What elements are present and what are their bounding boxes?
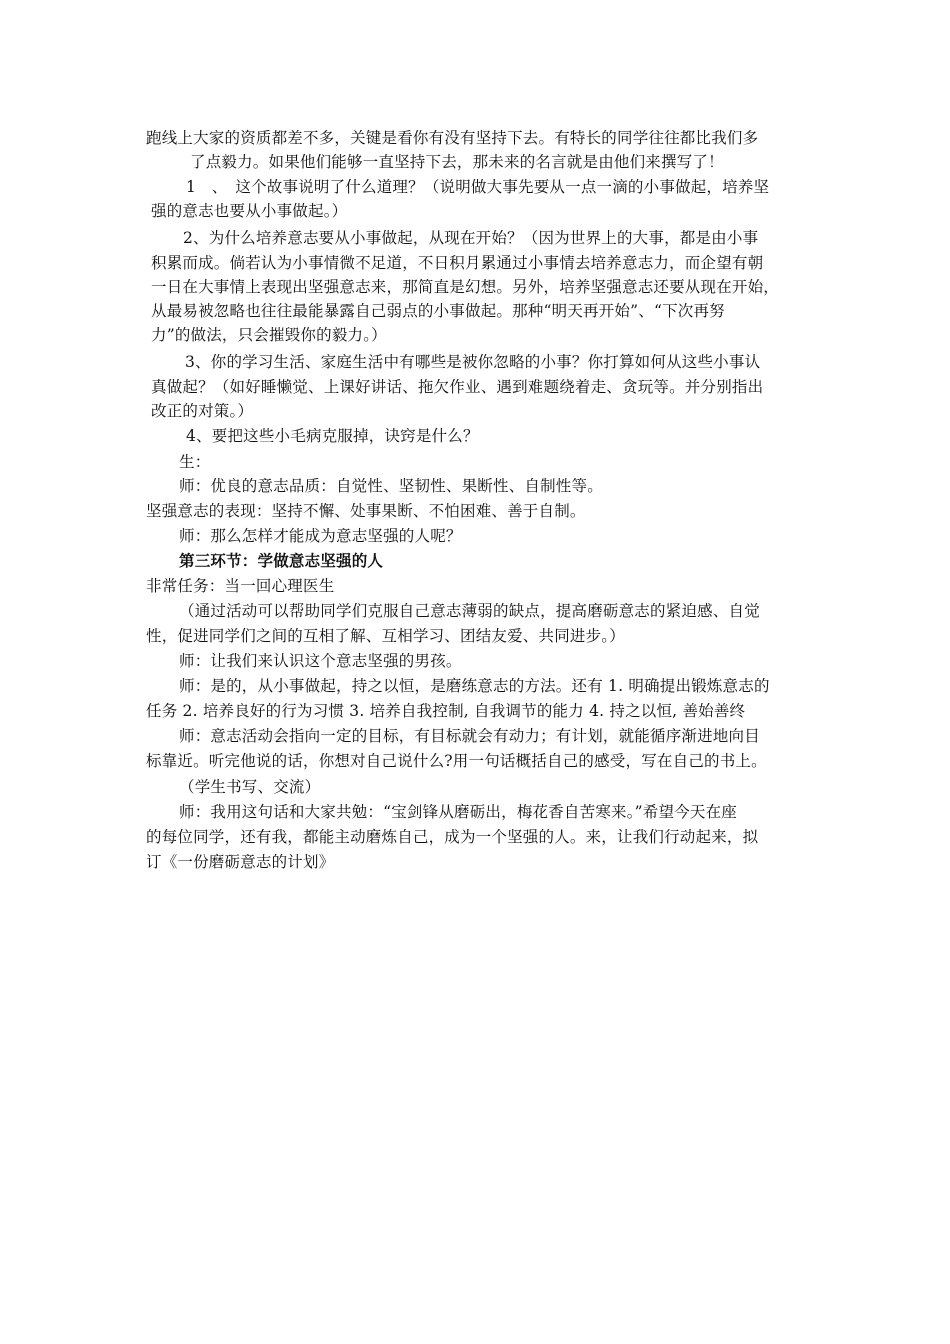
text-line: 真做起？（如好睡懒觉、上课好讲话、拖欠作业、遇到难题绕着走、贪玩等。并分别指出	[151, 378, 764, 396]
text-line: 师：那么怎样才能成为意志坚强的人呢？	[179, 527, 462, 545]
text-line: 强的意志也要从小事做起。）	[151, 202, 348, 220]
text-line: 了点毅力。如果他们能够一直坚持下去，那未来的名言就是由他们来撰写了！	[190, 153, 724, 171]
text-line: （学生书写、交流）	[179, 778, 321, 796]
text-line: 性，促进同学们之间的互相了解、互相学习、团结友爱、共同进步。）	[146, 627, 625, 645]
text-line: 2、为什么培养意志要从小事做起，从现在开始？（因为世界上的大事，都是由小事	[183, 229, 759, 247]
text-line: 改正的对策。）	[151, 402, 254, 420]
text-line: 师：优良的意志品质：自觉性、坚韧性、果断性、自制性等。	[179, 477, 603, 495]
text-line: 的每位同学，还有我，都能主动磨炼自己，成为一个坚强的人。来，让我们行动起来，拟	[146, 828, 759, 846]
text-line: 师：让我们来认识这个意志坚强的男孩。	[179, 652, 462, 670]
text-line: 3、你的学习生活、家庭生活中有哪些是被你忽略的小事？你打算如何从这些小事认	[185, 353, 761, 371]
text-line: 任务 2. 培养良好的行为习惯 3. 培养自我控制, 自我调节的能力 4. 持之以恒, 善始善终	[146, 702, 746, 720]
text-line: 师：我用这句话和大家共勉：“宝剑锋从磨砺出，梅花香自苦寒来。”希望今天在座	[179, 803, 738, 821]
text-line: 生：	[179, 453, 211, 471]
text-line: 非常任务：当一回心理医生	[146, 577, 335, 595]
section-heading: 第三环节：学做意志坚强的人	[179, 551, 384, 570]
text-line: 力”的做法，只会摧毁你的毅力。）	[151, 326, 387, 344]
text-line: 积累而成。倘若认为小事情微不足道，不日积月累通过小事情去培养意志力，而企望有朝	[151, 254, 764, 272]
text-line: 坚强意志的表现：坚持不懈、处事果断、不怕困难、善于自制。	[146, 502, 586, 520]
text-line: 师：是的，从小事做起，持之以恒，是磨练意志的方法。还有 1. 明确提出锻炼意志的	[179, 677, 770, 695]
text-line: 标靠近。听完他说的话，你想对自己说什么?用一句话概括自己的感受，写在自己的书上。	[146, 752, 767, 770]
text-line: 一日在大事情上表现出坚强意志来，那简直是幻想。另外，培养坚强意志还要从现在开始，	[151, 278, 780, 296]
text-line: 从最易被忽略也往往最能暴露自己弱点的小事做起。那种“明天再开始”、“下次再努	[151, 302, 725, 320]
text-line: 师：意志活动会指向一定的目标，有目标就会有动力；有计划，就能循序渐进地向目	[179, 727, 760, 745]
text-line: 1 、 这个故事说明了什么道理？（说明做大事先要从一点一滴的小事做起，培养坚	[186, 178, 770, 196]
text-line: 订《一份磨砺意志的计划》	[146, 853, 335, 871]
text-line: （通过活动可以帮助同学们克服自己意志薄弱的缺点，提高磨砺意志的紧迫感、自觉	[179, 602, 760, 620]
text-line: 4、要把这些小毛病克服掉，诀窍是什么？	[186, 427, 479, 445]
text-line: 跑线上大家的资质都差不多，关键是看你有没有坚持下去。有特长的同学往往都比我们多	[146, 129, 759, 147]
